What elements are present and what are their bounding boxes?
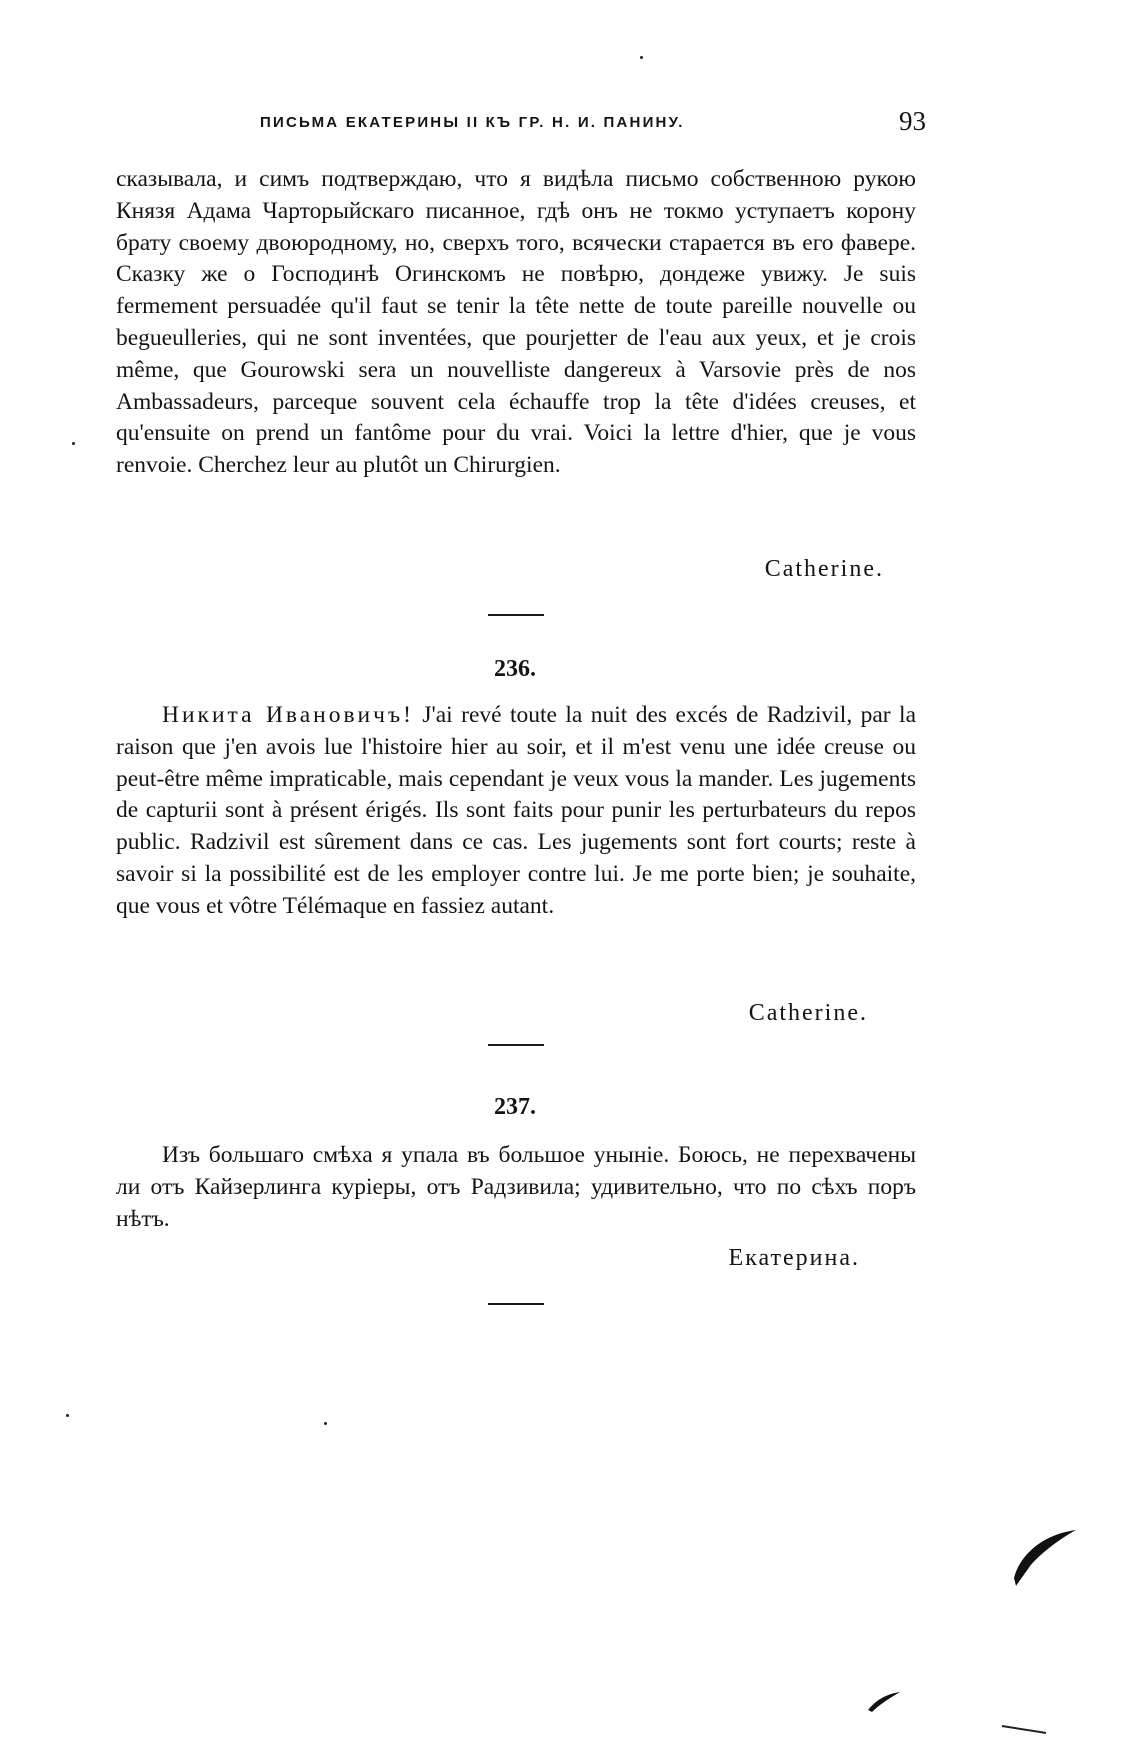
scan-speck [640, 56, 643, 59]
page-number: 93 [899, 106, 926, 136]
letter-237-signature: Екатерина. [728, 1245, 860, 1271]
running-head [116, 106, 926, 140]
letter-236-signature: Catherine. [748, 1000, 868, 1026]
letter-237-body: Изъ большаго смѣха я упала въ большое уныніе. Боюсь, не перехвачены ли отъ Кайзерлинга куріеры, отъ Радзивила; удивительно, что по сѣхъ поръ нѣтъ. [116, 1142, 916, 1232]
section-divider [488, 1303, 544, 1305]
scan-speck [72, 442, 75, 445]
ink-mark-icon [1000, 1722, 1048, 1736]
letter-236-body [116, 700, 916, 923]
ink-mark-icon [866, 1688, 902, 1714]
letter-235-body: сказывала, и симъ подтверждаю, что я видѣла письмо собственною рукою Князя Адама Чарторыйскаго писанное, гдѣ онъ не токмо уступаетъ корону брату своему двоюродному, но, сверхъ того, всячески старается въ его фавере. Сказку же о Господинѣ Огинскомъ не повѣрю, дондеже увижу. Je suis fermement persuadée qu'il faut se tenir la tête nette de toute pareille nouvelle ou begueulleries, qui ne sont inventées, que pourjetter de l'eau aux yeux, et je crois même, que Gourowski sera un nouvelliste dangereux à Varsovie près de nos Ambassadeurs, parceque souvent cela échauffe trop la tête d'idées creuses, et qu'ensuite on prend un fantôme pour du vrai. Voici la lettre d'hier, que je vous renvoie. Cherchez leur au plutôt un Chirurgien. [116, 166, 916, 479]
letter-235-signature: Catherine. [764, 556, 884, 582]
scan-speck [324, 1422, 327, 1425]
running-title: ПИСЬМА ЕКАТЕРИНЫ II КЪ ГР. Н. И. ПАНИНУ. [260, 114, 685, 131]
letter-237-number: 237. [494, 1094, 536, 1120]
ink-smudge-icon [1010, 1520, 1080, 1590]
letter-236-text: J'ai revé toute la nuit des excés de Radzivil, par la raison que j'en avois lue l'histoire hier au soir, et il m'est venu une idée creuse ou peut-être même impraticable, mais cependant je veux vous la mander. Les jugements de capturii sont à présent érigés. Ils sont faits pour punir les perturbateurs du repos public. Radzivil est sûrement dans ce cas. Les jugements sont fort courts; reste à savoir si la possibilité est de les employer contre lui. Je me porte bien; je souhaite, que vous et vôtre Télémaque en fassiez autant. [116, 702, 917, 919]
section-divider [488, 1044, 544, 1046]
letter-236-number: 236. [494, 656, 536, 682]
section-divider [488, 614, 544, 616]
letter-236-salutation: Никита Ивановичъ! [162, 702, 414, 728]
scan-speck [66, 1414, 69, 1417]
